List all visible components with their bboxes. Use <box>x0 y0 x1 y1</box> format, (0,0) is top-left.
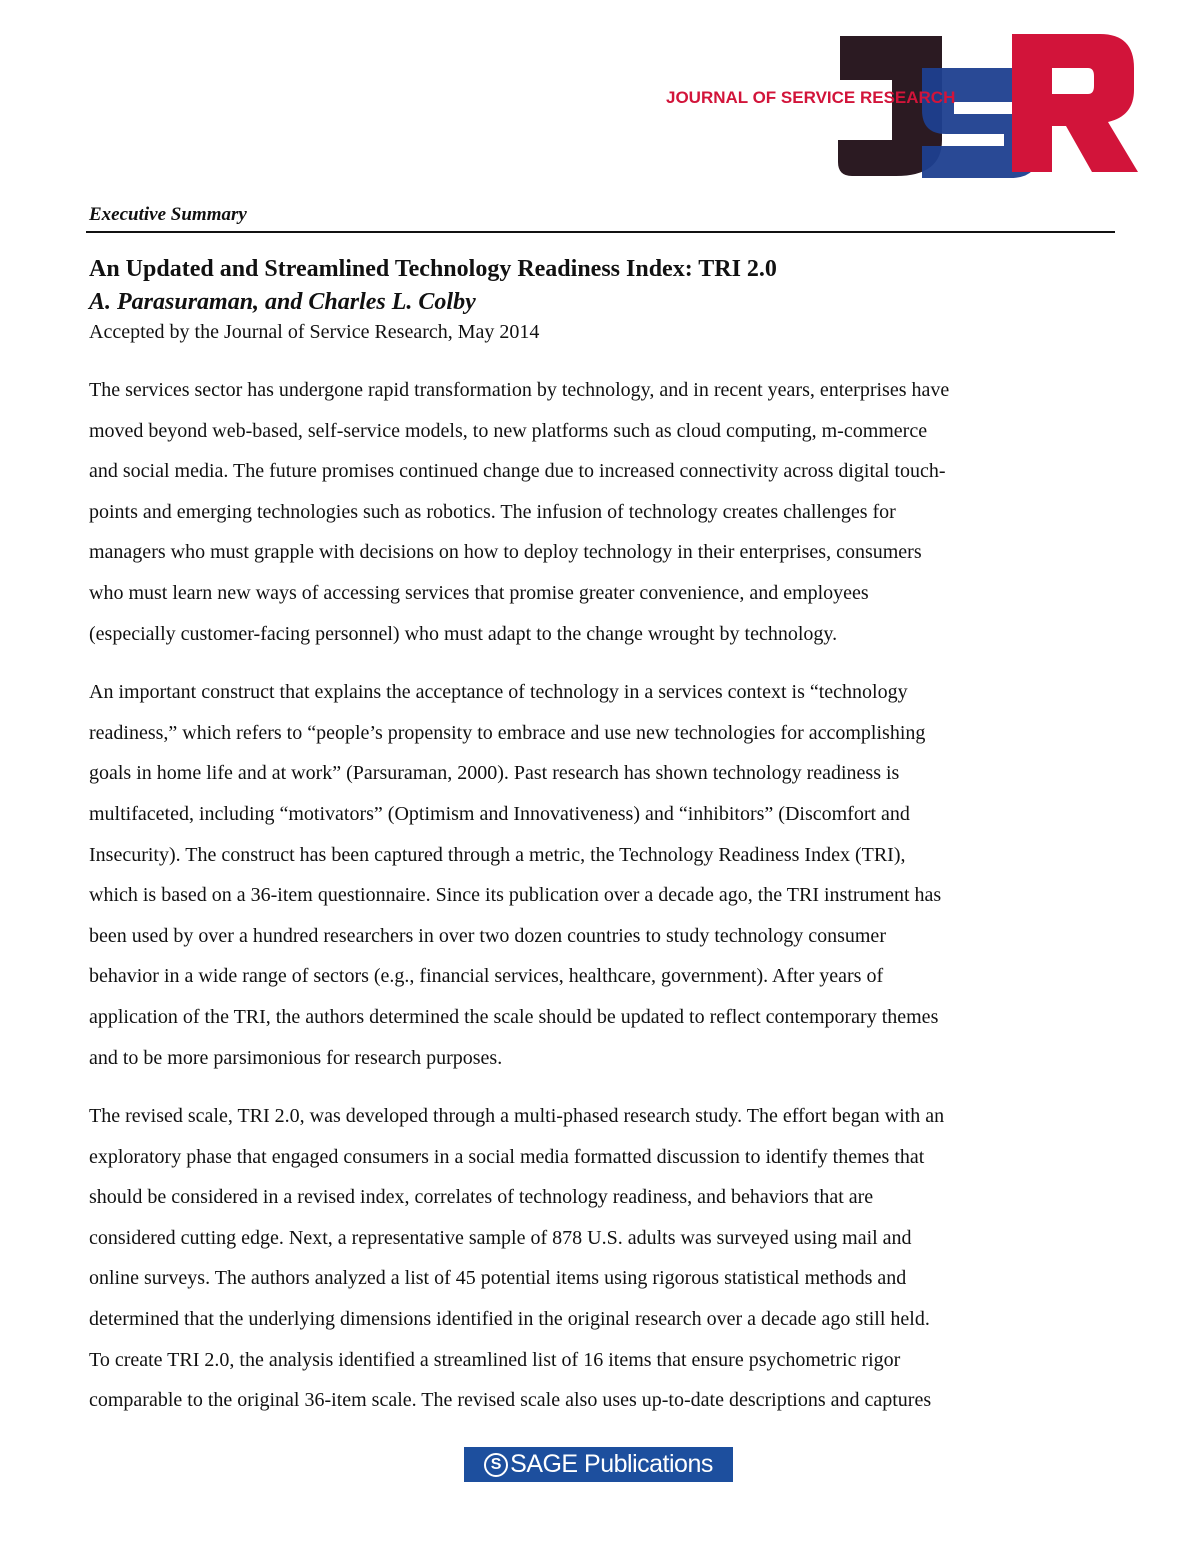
text-line: determined that the underlying dimensions identified in the original research over a decade ago still held. <box>89 1308 930 1331</box>
text-line: and social media. The future promises continued change due to increased connectivity across digital touch- <box>89 460 946 483</box>
text-line: should be considered in a revised index, correlates of technology readiness, and behaviors that are <box>89 1186 874 1209</box>
publisher-logo <box>464 1447 733 1482</box>
text-line: comparable to the original 36-item scale. The revised scale also uses up-to-date descriptions and captures <box>89 1389 932 1412</box>
authors: A. Parasuraman, and Charles L. Colby <box>89 289 476 315</box>
paragraph-2 <box>89 672 1119 1078</box>
text-line: and to be more parsimonious for research purposes. <box>89 1046 503 1069</box>
text-line: Insecurity). The construct has been captured through a metric, the Technology Readiness Index (TRI), <box>89 843 906 866</box>
text-line: application of the TRI, the authors determined the scale should be updated to reflect contemporary themes <box>89 1005 939 1028</box>
paragraph-3 <box>89 1096 1119 1421</box>
acceptance-note: Accepted by the Journal of Service Research, May 2014 <box>89 321 540 343</box>
text-line: points and emerging technologies such as robotics. The infusion of technology creates challenges for <box>89 500 896 523</box>
text-line: considered cutting edge. Next, a representative sample of 878 U.S. adults was surveyed using mail and <box>89 1226 912 1249</box>
text-line: readiness,” which refers to “people’s propensity to embrace and use new technologies for accomplishing <box>89 721 926 744</box>
header-divider <box>86 231 1115 233</box>
section-label: Executive Summary <box>89 204 247 225</box>
page-title: An Updated and Streamlined Technology Readiness Index: TRI 2.0 <box>89 256 777 282</box>
text-line: multifaceted, including “motivators” (Optimism and Innovativeness) and “inhibitors” (Discomfort and <box>89 802 910 825</box>
text-line: The services sector has undergone rapid transformation by technology, and in recent years, enterprises have <box>89 379 950 401</box>
text-line: The revised scale, TRI 2.0, was developed through a multi-phased research study. The effort began with an <box>89 1105 945 1128</box>
publisher-name: SAGE Publications <box>510 1450 713 1478</box>
text-line: been used by over a hundred researchers in over two dozen countries to study technology consumer <box>89 924 886 947</box>
text-line: goals in home life and at work” (Parsuraman, 2000). Past research has shown technology readiness is <box>89 762 900 785</box>
journal-name: JOURNAL OF SERVICE RESEARCH <box>666 88 956 107</box>
sage-circle-icon: S <box>484 1453 508 1477</box>
text-line: An important construct that explains the acceptance of technology in a services context is “technology <box>89 681 908 704</box>
text-line: behavior in a wide range of sectors (e.g., financial services, healthcare, government). After years of <box>89 965 884 988</box>
paragraph-1 <box>89 370 1119 654</box>
text-line: moved beyond web-based, self-service models, to new platforms such as cloud computing, m-commerce <box>89 419 928 442</box>
text-line: which is based on a 36-item questionnaire. Since its publication over a decade ago, the TRI instrument has <box>89 884 942 907</box>
text-line: To create TRI 2.0, the analysis identified a streamlined list of 16 items that ensure psychometric rigor <box>89 1348 901 1371</box>
text-line: online surveys. The authors analyzed a list of 45 potential items using rigorous statistical methods and <box>89 1267 907 1290</box>
journal-logo <box>660 28 1140 178</box>
text-line: managers who must grapple with decisions on how to deploy technology in their enterprises, consumers <box>89 541 922 564</box>
text-line: exploratory phase that engaged consumers in a social media formatted discussion to identify themes that <box>89 1145 925 1168</box>
summary-body <box>89 370 1119 1439</box>
text-line: who must learn new ways of accessing services that promise greater convenience, and employees <box>89 581 869 604</box>
text-line: (especially customer-facing personnel) who must adapt to the change wrought by technology. <box>89 622 838 645</box>
